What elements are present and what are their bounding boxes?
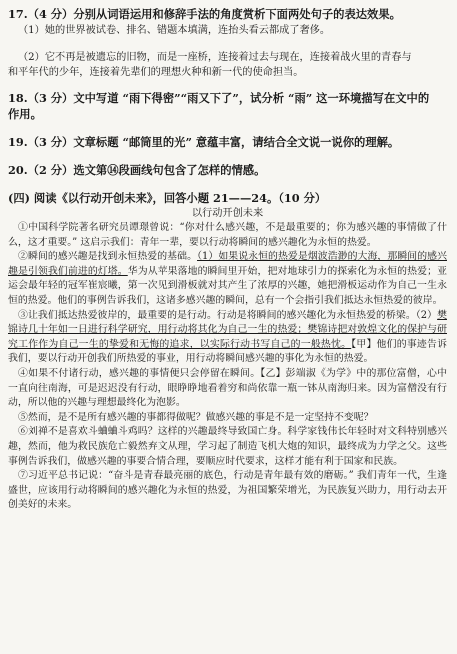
paragraph-6-end: 样才能有利于国家和民族。 (284, 455, 404, 467)
paragraph-3-lead: ③让我们抵达热爱彼岸的，最重要的是行动。行动是将瞬间的感兴趣化为永恒热爱的 (18, 309, 386, 321)
paragraph-2-underlined: （1）如果说永恒的热爱是烟波浩渺的大海，那瞬间的感兴趣是引领我们前进的灯塔。 (8, 251, 447, 277)
paragraph-2-lead: ②瞬间的感兴趣是找到永恒热爱的基础。 (18, 251, 198, 263)
paragraph-7-end: 民族复兴助力，用行动去开创美好的未来。 (8, 484, 447, 511)
question-20: 20.（2 分）选文第⑭段画线句包含了怎样的情感。 (8, 163, 266, 177)
paragraph-7 (8, 469, 447, 513)
paragraph-3-marker: 桥梁。（2） (385, 309, 438, 321)
paragraph-4-text: ④如果不付诸行动，感兴趣的事情便只会停留在瞬间。【乙】彭端淑《为学》中的那位富僧，心中一直向往南海，可是迟迟没有行动，眼睁睁地看着穷和尚依靠一瓶一钵从南 (8, 367, 447, 394)
question-17-item-1: （1）她的世界被试卷、排名、错题本填满，连抬头看云都成了奢侈。 (18, 25, 331, 36)
question-19: 19.（3 分）文章标题 “邮筒里的光” 意蕴丰富，请结合全文说一说你的理解。 (8, 135, 400, 149)
paragraph-1 (8, 221, 447, 250)
paragraph-2-body: 华为从苹果落地的瞬间里开始，把对地球引力的探索化为永恒的热爱；亚运会最年轻的冠军崔宸曦，第一次见到滑板就对其产生了浓厚的兴趣，她把滑板运动作为自己一生永恒的热爱。他们的事例告诉我们，这诸多感兴趣的瞬间， (8, 265, 447, 306)
paragraph-3-underlined-end: 的一般热忱。 (290, 338, 352, 350)
article-title: 以行动开创未来 (191, 208, 264, 219)
paragraph-1-end: 恒的热爱。 (327, 236, 377, 248)
paragraph-3 (8, 309, 447, 367)
question-18-line-2: 作用。 (8, 107, 42, 121)
question-17-item-2-line-2: 和平年代的少年，连接着先辈们的理想火种和新一代的使命担当。 (8, 67, 304, 78)
paragraph-6-text: ⑥刘禅不是喜欢斗蛐蛐斗鸡吗？这样的兴趣最终导致国亡身。科学家钱伟长年轻时对文科特别感兴趣，然而，他为救民族危亡毅然弃文从理，学习起了制造飞机大炮的知识，最终成为力学之父。这些事例告诉我们，做感兴趣的事要合情合理，要顺应时代要求，这 (8, 426, 447, 467)
paragraph-6 (8, 425, 447, 469)
paragraph-7-text: ⑦习近平总书记说：“奋斗是青春最亮丽的底色，行动是青年最有效的磨砺。” 我们青年一代，生逢盛世，应该用行动将瞬间的感兴趣化为永恒的热爱，为祖国繁荣增光，为 (8, 470, 447, 496)
question-17-item-2-line-1: （2）它不再是被遗忘的旧物，而是一座桥，连接着过去与现在，连接着战火里的青春与 (18, 52, 412, 63)
question-17 (8, 6, 447, 23)
question-18-line-1: 18.（3 分）文中写道 “雨下得密”“雨又下了”，试分析 “雨” 这一环境描写在文中的 (8, 91, 430, 105)
question-17-head: 17.（4 分）分别从词语运用和修辞手法的角度赏析下面两处句子的表达效果。 (8, 7, 401, 21)
paragraph-3-body: 【甲】他们的事迹告诉我们，要以行动开创我们所热爱的事业，用行动将瞬 (8, 338, 447, 365)
paragraph-2-end: 总有一个会指引我们抵达永恒热爱的彼岸。 (254, 294, 443, 306)
paragraph-3-underlined: 樊锦诗几十年如一日进行科学研究，用行动将其化为自己一生的热爱；樊锦诗把对敦煌文化的保护与研究工作作为自己一生的挚爱和无悔的追求，以实际行动书写自己 (8, 309, 447, 350)
paragraph-5: ⑤然而，是不是所有感兴趣的事都得做呢？做感兴趣的事是不是一定坚持不变呢？ (18, 411, 374, 423)
paragraph-2 (8, 250, 447, 308)
paragraph-4-end: 海归来。因为富僧没有行动，所以他的兴趣与理想最终化为泡影。 (8, 382, 447, 409)
section-4-heading: (四) 阅读《以行动开创未来》，回答小题 21——24。（10 分） (8, 191, 327, 205)
paragraph-4 (8, 367, 447, 411)
paragraph-3-end: 间感兴趣的事化为永恒的热爱。 (235, 353, 374, 365)
paragraph-1-text: ①中国科学院著名研究员谭璟曾说：“你对什么感兴趣，不是最重要的；你为感兴趣的事情做了什么，这才重要。” 这启示我们：青年一辈，要以行动将瞬间的感兴趣化为永 (8, 222, 447, 248)
